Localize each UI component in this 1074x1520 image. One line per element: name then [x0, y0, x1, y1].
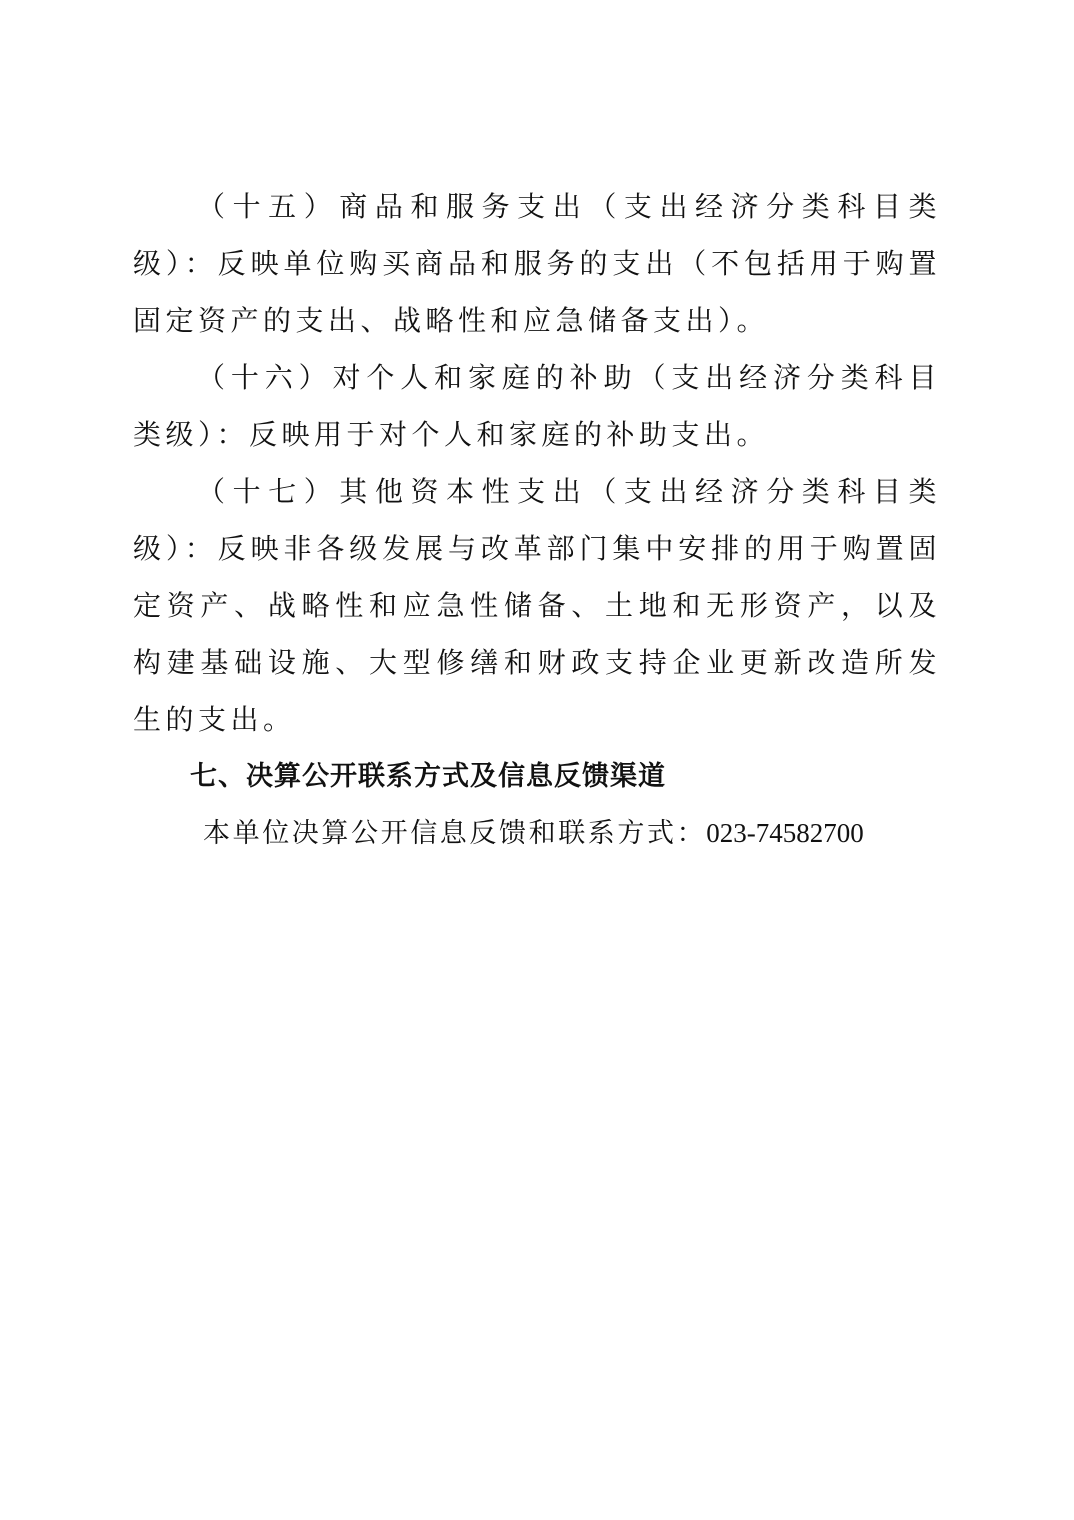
contact-label: 本单位决算公开信息反馈和联系方式： [203, 818, 707, 849]
paragraph-other-capital-expenditure: （十七）其他资本性支出（支出经济分类科目类级）：反映非各级发展与改革部门集中安排的用于购置固定资产、战略性和应急性储备、土地和无形资产，以及构建基础设施、大型修缮和财政支持企业更新改造所发生的支出。 [133, 475, 941, 736]
document-body [133, 178, 941, 862]
contact-line [133, 805, 941, 862]
contact-phone: 023-74582700 [706, 818, 864, 848]
paragraph-household-subsidy: （十六）对个人和家庭的补助（支出经济分类科目类级）：反映用于对个人和家庭的补助支出。 [133, 361, 941, 451]
paragraph-goods-services-expenditure: （十五）商品和服务支出（支出经济分类科目类级）：反映单位购买商品和服务的支出（不包括用于购置固定资产的支出、战略性和应急储备支出）。 [133, 190, 941, 337]
section-heading: 七、决算公开联系方式及信息反馈渠道 [190, 761, 666, 792]
